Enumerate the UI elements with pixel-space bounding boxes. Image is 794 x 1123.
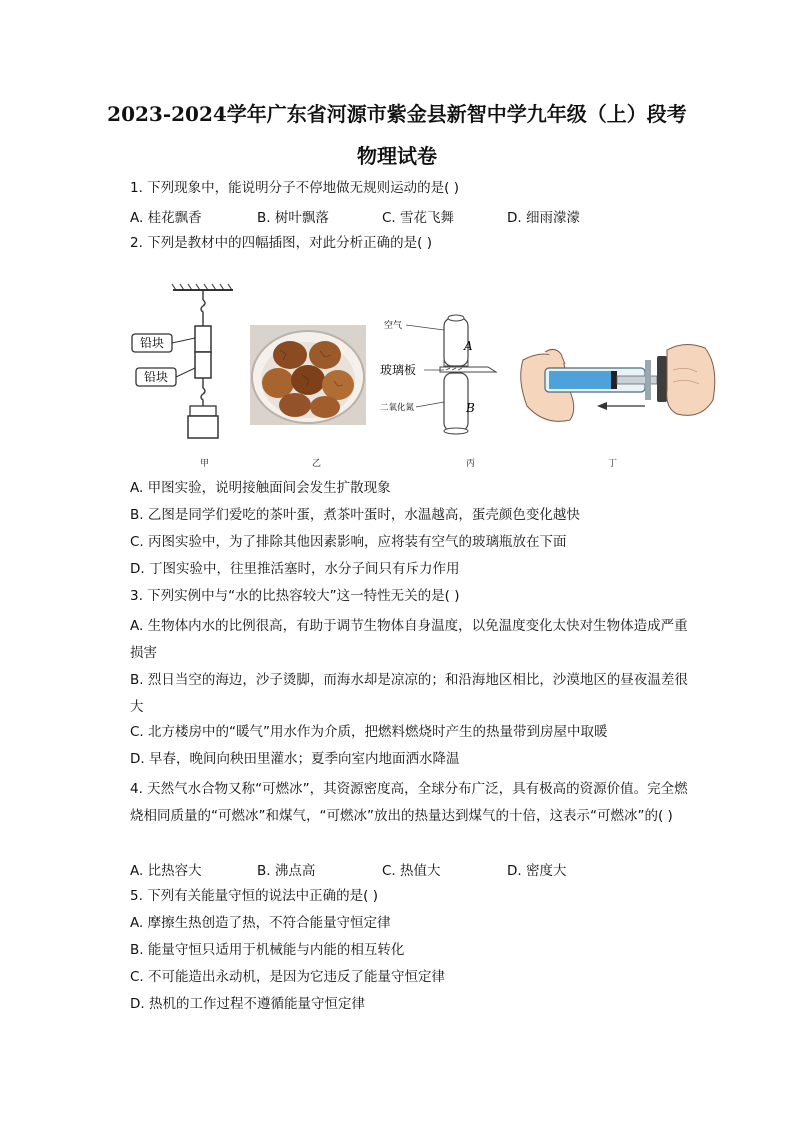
- paper-title-line1: 2023-2024学年广东省河源市紫金县新智中学九年级（上）段考: [107, 102, 687, 126]
- question-4-options: [130, 859, 700, 879]
- q5-option-a: A. 摩擦生热创造了热，不符合能量守恒定律: [130, 915, 391, 931]
- air-label: 空气: [384, 321, 403, 331]
- q5-option-b: B. 能量守恒只适用于机械能与内能的相互转化: [130, 942, 405, 958]
- q5-option-d: D. 热机的工作过程不遵循能量守恒定律: [130, 996, 365, 1012]
- caption-jia: 甲: [200, 459, 210, 469]
- bottle-b-label: B: [466, 401, 475, 415]
- no2-label: 二氧化氮: [380, 403, 415, 413]
- q2-option-a: A. 甲图实验，说明接触面间会发生扩散现象: [130, 480, 391, 496]
- question-1-options: [130, 206, 700, 226]
- q3-option-b: B. 烈日当空的海边，沙子烫脚，而海水却是凉凉的；和沿海地区相比，沙漠地区的昼夜温差很大: [130, 672, 688, 715]
- q5-option-c: C. 不可能造出永动机，是因为它违反了能量守恒定律: [130, 969, 446, 985]
- q4-option-d: D. 密度大: [507, 863, 567, 879]
- q2-option-c: C. 丙图实验中，为了排除其他因素影响，应将装有空气的玻璃瓶放在下面: [130, 534, 567, 550]
- q1-option-b: B. 树叶飘落: [257, 210, 329, 226]
- figure-yi-tea-eggs: [250, 325, 366, 425]
- question-1-stem: 1. 下列现象中，能说明分子不停地做无规则运动的是( ): [130, 180, 459, 196]
- bottle-a-label: A: [464, 339, 473, 353]
- q3-option-d: D. 早春，晚间向秧田里灌水；夏季向室内地面洒水降温: [130, 751, 460, 767]
- jia-label-1: 铅块: [139, 336, 165, 350]
- q4-option-c: C. 热值大: [382, 863, 441, 879]
- caption-yi: 乙: [312, 459, 322, 469]
- question-4-stem: 4. 天然气水合物又称“可燃冰”，其资源密度高，全球分布广泛，具有极高的资源价值。完全燃烧相同质量的“可燃冰”和煤气，“可燃冰”放出的热量达到煤气的十倍，这表示“可燃冰”的( ): [130, 781, 688, 824]
- q2-option-d: D. 丁图实验中，往里推活塞时，水分子间只有斥力作用: [130, 561, 460, 577]
- q4-option-b: B. 沸点高: [257, 863, 316, 879]
- q4-option-a: A. 比热容大: [130, 863, 202, 879]
- q2-option-b: B. 乙图是同学们爱吃的茶叶蛋，煮茶叶蛋时，水温越高，蛋壳颜色变化越快: [130, 507, 580, 523]
- question-3-stem: 3. 下列实例中与“水的比热容较大”这一特性无关的是( ): [130, 588, 460, 604]
- question-2-stem: 2. 下列是教材中的四幅插图，对此分析正确的是( ): [130, 235, 432, 251]
- caption-bing: 丙: [466, 459, 476, 469]
- figure-bing: [378, 280, 498, 470]
- caption-ding: 丁: [608, 459, 618, 469]
- q3-option-c: C. 北方楼房中的“暖气”用水作为介质，把燃料燃烧时产生的热量带到房屋中取暖: [130, 724, 608, 740]
- q1-option-d: D. 细雨濛濛: [507, 210, 580, 226]
- q1-option-a: A. 桂花飘香: [130, 210, 202, 226]
- jia-label-2: 铅块: [143, 370, 169, 384]
- question-5-stem: 5. 下列有关能量守恒的说法中正确的是( ): [130, 888, 378, 904]
- q3-option-a: A. 生物体内水的比例很高，有助于调节生物体自身温度，以免温度变化太快对生物体造成严重损害: [130, 618, 688, 661]
- figure-ding-syringe: [515, 330, 720, 430]
- paper-title-line2: 物理试卷: [357, 144, 437, 168]
- figure-jia: [128, 280, 238, 470]
- glass-plate-label: 玻璃板: [380, 363, 417, 377]
- q1-option-c: C. 雪花飞舞: [382, 210, 455, 226]
